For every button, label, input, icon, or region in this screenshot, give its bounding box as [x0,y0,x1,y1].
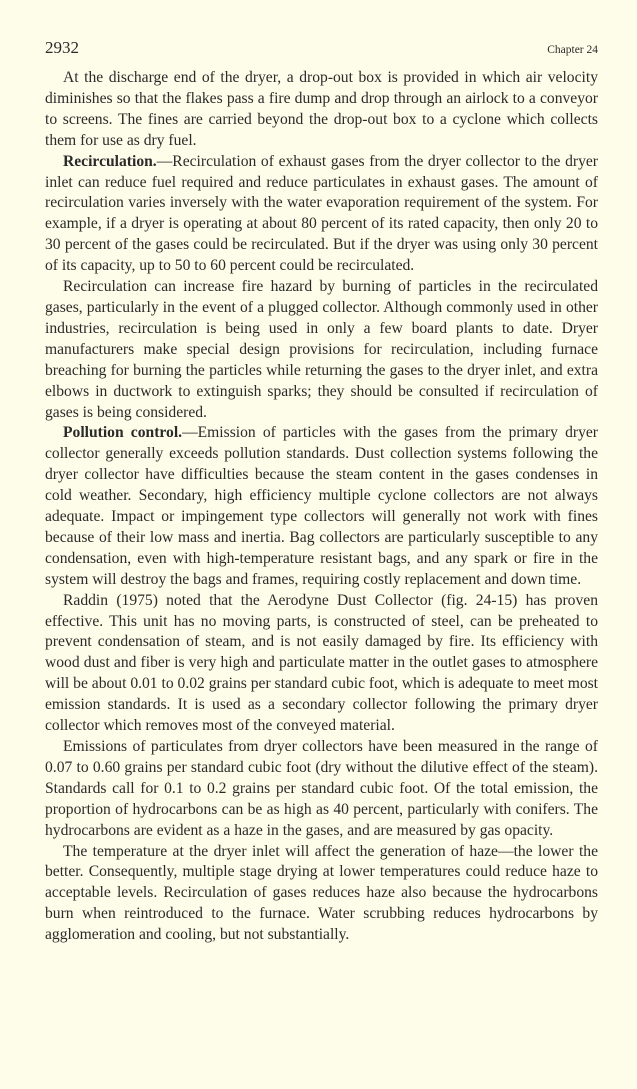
paragraph-text: —Emission of particles with the gases from the primary dryer collector generally exceeds pollution standards. Dust collection systems following the dryer collector have difficulties because the steam content in the gases condenses in cold weather. Secondary, high efficiency multiple cyclone collectors are not always adequate. Impact or impingement type collectors will generally not work with fines because of their low mass and inertia. Bag collectors are particularly susceptible to any condensation, even with high-temperature resistant bags, and any spark or fire in the system will destroy the bags and frames, requiring costly replacement and down time. [45,424,598,588]
paragraph-haze-temperature [45,842,598,947]
section-heading-pollution-control: Pollution control. [63,424,183,442]
page-number: 2932 [45,38,79,57]
paragraph-text: —Recirculation of exhaust gases from the dryer collector to the dryer inlet can reduce fuel required and reduce particulates in exhaust gases. The amount of recirculation varies inversely with the water evaporation requirement of the system. For example, if a dryer is operating at about 80 percent of its rated capacity, then only 20 to 30 percent of the gases could be recirculated. But if the dryer was using only 30 percent of its capacity, up to 50 to 60 percent could be recirculated. [45,152,598,275]
paragraph-pollution-control [45,423,598,590]
paragraph-recirculation [45,152,598,277]
chapter-label: Chapter 24 [547,44,598,56]
paragraph-text: Emissions of particulates from dryer collectors have been measured in the range of 0.07 to 0.60 grains per standard cubic foot (dry without the dilutive effect of the steam). Standards call for 0.1 to 0.2 grains per standard cubic foot. Of the total emission, the proportion of hydrocarbons can be as high as 40 percent, particularly with conifers. The hydrocarbons are evident as a haze in the gases, and are measured by gas opacity. [45,738,598,839]
paragraph-aerodyne-collector [45,591,598,737]
paragraph-dropout-box [45,68,598,152]
running-header [45,38,598,64]
paragraph-text: Raddin (1975) noted that the Aerodyne Dust Collector (fig. 24-15) has proven effective. This unit has no moving parts, is constructed of steel, can be preheated to prevent condensation of steam, and is not easily damaged by fire. Its efficiency with wood dust and fiber is very high and particulate matter in the outlet gases to atmosphere will be about 0.01 to 0.02 grains per standard cubic foot, which is adequate to meet most emission standards. It is used as a secondary collector following the primary dryer collector which removes most of the conveyed material. [45,591,599,735]
paragraph-fire-hazard [45,277,598,423]
paragraph-text: Recirculation can increase fire hazard by burning of particles in the recirculated gases, particularly in the event of a plugged collector. Although commonly used in other industries, recirculation is being used in only a few board plants to date. Dryer manufacturers make special design provisions for recirculation, including furnace breaching for burning the particles while returning the gases to the dryer inlet, and extra elbows in ductwork to extinguish sparks; they should be consulted if recirculation of gases is being considered. [45,278,598,421]
section-heading-recirculation: Recirculation. [63,152,157,170]
paragraph-text: The temperature at the dryer inlet will affect the generation of haze—the lower the better. Consequently, multiple stage drying at lower temperatures could reduce haze to acceptable levels. Recirculation of gases reduces haze also because the hydrocarbons burn when reintroduced to the furnace. Water scrubbing reduces hydrocarbons by agglomeration and cooling, but not substantially. [45,842,598,944]
paragraph-emissions [45,737,598,842]
document-page [45,38,598,946]
paragraph-text: At the discharge end of the dryer, a drop-out box is provided in which air velocity diminishes so that the flakes pass a fire dump and drop through an airlock to a conveyor to screens. The fines are carried beyond the drop-out box to a cyclone which collects them for use as dry fuel. [45,69,598,149]
